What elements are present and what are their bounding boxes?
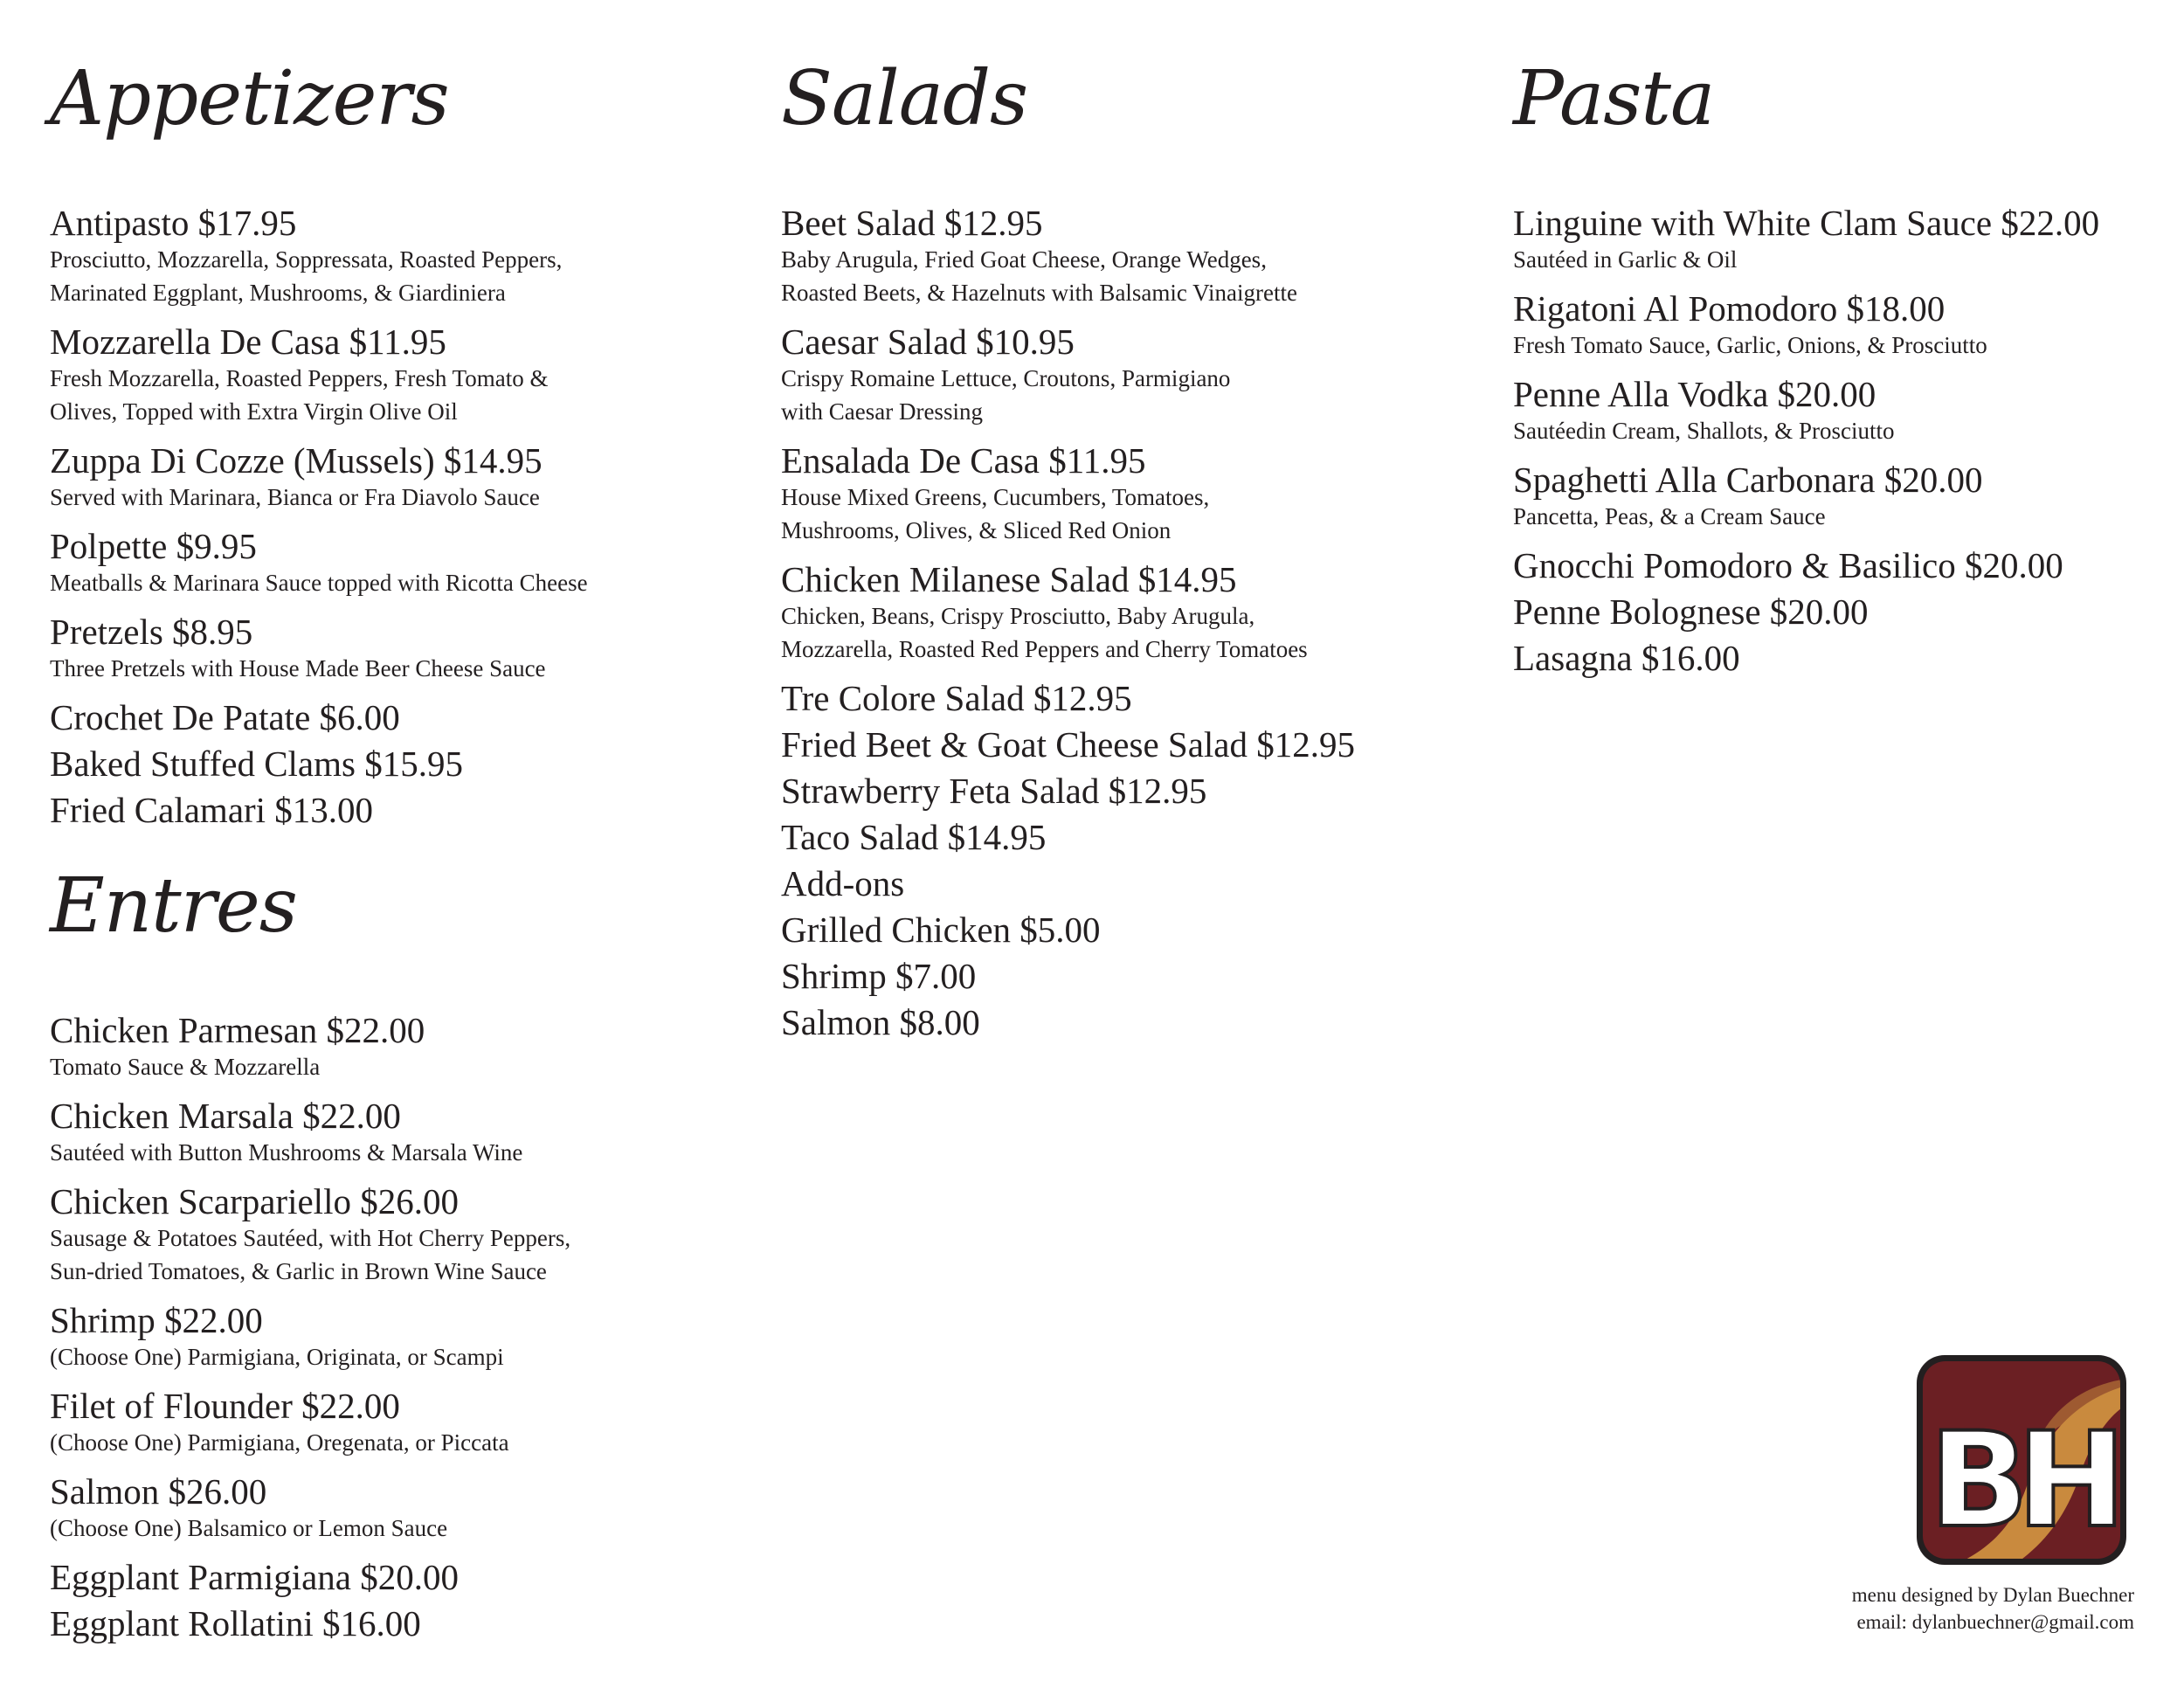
entres-list — [50, 1010, 749, 1643]
menu-item-description: House Mixed Greens, Cucumbers, Tomatoes, Mushrooms, Olives, & Sliced Red Onion — [781, 484, 1210, 543]
menu-item-description: Fresh Mozzarella, Roasted Peppers, Fresh Tomato & Olives, Topped with Extra Virgin Olive Oil — [50, 365, 549, 425]
menu-item-name: Polpette $9.95 — [50, 526, 257, 566]
credits — [1852, 1581, 2134, 1636]
menu-item — [781, 322, 1480, 428]
menu-item-name: Eggplant Parmigiana $20.00 — [50, 1557, 459, 1597]
menu-item — [50, 1471, 749, 1545]
menu-item-description: Prosciutto, Mozzarella, Soppressata, Roasted Peppers, Marinated Eggplant, Mushrooms, & Giardiniera — [50, 246, 563, 306]
menu-item-name: Fried Calamari $13.00 — [50, 790, 374, 830]
menu-item — [781, 1002, 1480, 1042]
menu-item-name: Chicken Milanese Salad $14.95 — [781, 559, 1237, 599]
menu-item — [781, 910, 1480, 950]
menu-item — [781, 678, 1480, 718]
menu-item — [1513, 374, 2184, 447]
menu-item-name: Mozzarella De Casa $11.95 — [50, 322, 446, 362]
menu-item — [50, 203, 749, 309]
menu-item-name: Caesar Salad $10.95 — [781, 322, 1075, 362]
pasta-list — [1513, 203, 2184, 678]
designer-credit: menu designed by Dylan Buechner — [1851, 1584, 2134, 1606]
logo-letters: BH — [1929, 1405, 2114, 1557]
menu-item-description: Meatballs & Marinara Sauce topped with Ricotta Cheese — [50, 570, 588, 596]
column-right — [1513, 55, 2184, 684]
menu-item-name: Add-ons — [781, 863, 905, 903]
menu-item-name: Chicken Parmesan $22.00 — [50, 1010, 425, 1050]
menu-item-name: Gnocchi Pomodoro & Basilico $20.00 — [1513, 545, 2063, 585]
menu-item — [50, 1300, 749, 1373]
menu-item — [50, 1603, 749, 1643]
menu-item — [1513, 591, 2184, 632]
menu-item-description: Chicken, Beans, Crispy Prosciutto, Baby Arugula, Mozzarella, Roasted Red Peppers and Cherry Tomatoes — [781, 603, 1308, 662]
menu-item-description: Sautéed in Garlic & Oil — [1513, 246, 1738, 273]
menu-item — [781, 817, 1480, 857]
menu-item-name: Salmon $26.00 — [50, 1471, 267, 1512]
menu-item — [781, 956, 1480, 996]
menu-item-name: Shrimp $7.00 — [781, 956, 977, 996]
menu-item-name: Rigatoni Al Pomodoro $18.00 — [1513, 288, 1946, 329]
menu-item-description: Pancetta, Peas, & a Cream Sauce — [1513, 503, 1826, 529]
menu-item-description: Sausage & Potatoes Sautéed, with Hot Cherry Peppers, Sun-dried Tomatoes, & Garlic in Brown Wine Sauce — [50, 1225, 571, 1284]
menu-item-name: Penne Bolognese $20.00 — [1513, 591, 1869, 632]
menu-item-description: Fresh Tomato Sauce, Garlic, Onions, & Prosciutto — [1513, 332, 1987, 358]
menu-item-description: Tomato Sauce & Mozzarella — [50, 1054, 321, 1080]
menu-item-description: Sautéedin Cream, Shallots, & Prosciutto — [1513, 418, 1895, 444]
menu-item-name: Grilled Chicken $5.00 — [781, 910, 1101, 950]
menu-item-name: Filet of Flounder $22.00 — [50, 1386, 400, 1426]
menu-item-description: Three Pretzels with House Made Beer Cheese Sauce — [50, 655, 546, 681]
menu-item-name: Spaghetti Alla Carbonara $20.00 — [1513, 460, 1983, 500]
menu-item-name: Lasagna $16.00 — [1513, 638, 1740, 678]
menu-item — [50, 744, 749, 784]
menu-item — [781, 203, 1480, 309]
menu-item-name: Taco Salad $14.95 — [781, 817, 1047, 857]
menu-item — [781, 559, 1480, 666]
menu-item-description: Served with Marinara, Bianca or Fra Diavolo Sauce — [50, 484, 540, 510]
menu-item-name: Crochet De Patate $6.00 — [50, 697, 400, 737]
menu-item-description: (Choose One) Parmigiana, Oregenata, or Piccata — [50, 1429, 509, 1456]
menu-item — [1513, 288, 2184, 362]
menu-item-name: Ensalada De Casa $11.95 — [781, 440, 1146, 481]
pasta-title: Pasta — [1513, 55, 1715, 142]
menu-item-description: (Choose One) Balsamico or Lemon Sauce — [50, 1515, 448, 1541]
menu-item-name: Penne Alla Vodka $20.00 — [1513, 374, 1876, 414]
menu-item-description: Crispy Romaine Lettuce, Croutons, Parmigiano with Caesar Dressing — [781, 365, 1231, 425]
menu-item — [50, 440, 749, 514]
menu-item — [781, 724, 1480, 764]
menu-item — [50, 1010, 749, 1083]
designer-email: email: dylanbuechner@gmail.com — [1856, 1611, 2134, 1633]
menu-item — [781, 863, 1480, 903]
menu-item — [50, 526, 749, 599]
menu-item — [781, 440, 1480, 547]
menu-item-name: Strawberry Feta Salad $12.95 — [781, 771, 1207, 811]
menu-item-name: Beet Salad $12.95 — [781, 203, 1043, 243]
menu-item-name: Chicken Marsala $22.00 — [50, 1096, 401, 1136]
menu-item-name: Pretzels $8.95 — [50, 612, 253, 652]
salads-list — [781, 203, 1480, 1042]
menu-item-description: Sautéed with Button Mushrooms & Marsala Wine — [50, 1139, 523, 1166]
bh-logo — [1914, 1352, 2129, 1567]
menu-item-description: (Choose One) Parmigiana, Originata, or Scampi — [50, 1344, 504, 1370]
appetizers-list — [50, 203, 749, 830]
menu-item — [50, 790, 749, 830]
menu-item — [1513, 460, 2184, 533]
menu-item — [1513, 545, 2184, 585]
appetizers-title: Appetizers — [50, 55, 449, 142]
menu-item-name: Eggplant Rollatini $16.00 — [50, 1603, 421, 1643]
menu-item-name: Baked Stuffed Clams $15.95 — [50, 744, 463, 784]
menu-item-name: Linguine with White Clam Sauce $22.00 — [1513, 203, 2100, 243]
menu-item-name: Tre Colore Salad $12.95 — [781, 678, 1132, 718]
column-left — [50, 55, 749, 1650]
menu-item-description: Baby Arugula, Fried Goat Cheese, Orange Wedges, Roasted Beets, & Hazelnuts with Balsamic Vinaigrette — [781, 246, 1297, 306]
menu-item — [50, 1386, 749, 1459]
salads-title: Salads — [781, 55, 1028, 142]
menu-item — [50, 322, 749, 428]
menu-item-name: Zuppa Di Cozze (Mussels) $14.95 — [50, 440, 543, 481]
menu-item — [50, 1557, 749, 1597]
menu-item-name: Shrimp $22.00 — [50, 1300, 263, 1340]
column-middle — [781, 55, 1480, 1048]
menu-item — [1513, 638, 2184, 678]
menu-item-name: Antipasto $17.95 — [50, 203, 297, 243]
menu-item-name: Fried Beet & Goat Cheese Salad $12.95 — [781, 724, 1356, 764]
menu-item — [50, 612, 749, 685]
menu-item — [50, 1096, 749, 1169]
menu-item-name: Chicken Scarpariello $26.00 — [50, 1181, 459, 1221]
menu-item — [1513, 203, 2184, 276]
menu-item — [781, 771, 1480, 811]
menu-item — [50, 1181, 749, 1288]
menu-item — [50, 697, 749, 737]
menu-item-name: Salmon $8.00 — [781, 1002, 980, 1042]
entres-title: Entres — [50, 862, 297, 950]
